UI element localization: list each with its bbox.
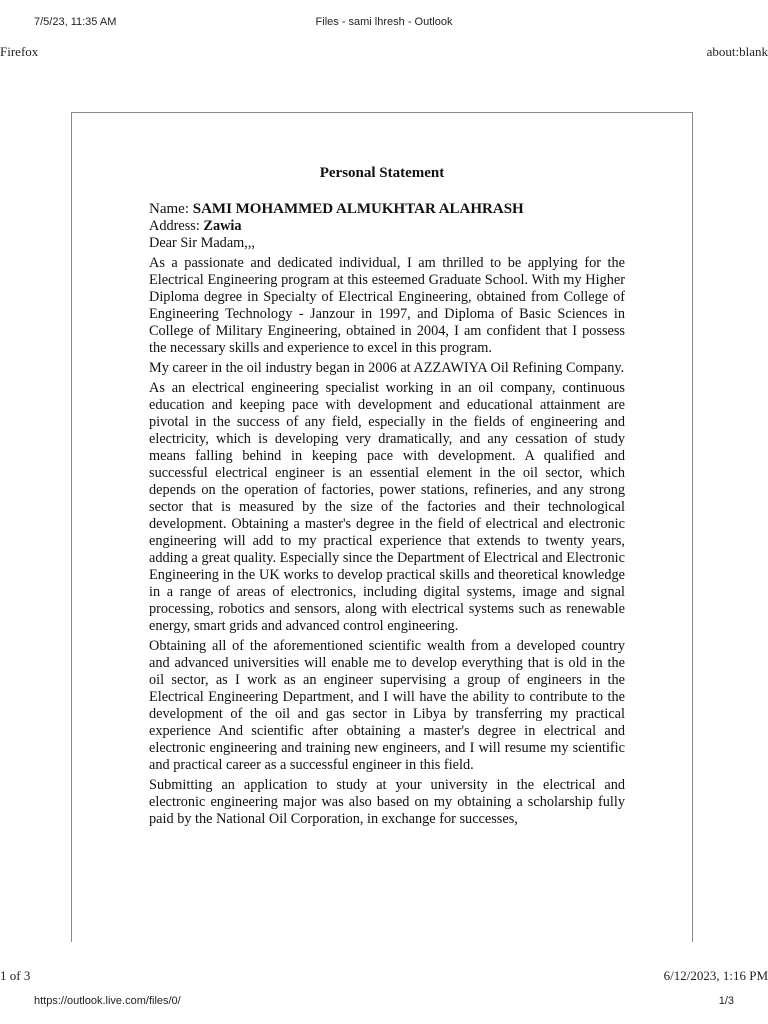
print-url: https://outlook.live.com/files/0/: [34, 995, 181, 1007]
browser-print-header: [0, 16, 768, 30]
paragraph-intro: As a passionate and dedicated individual, I am thrilled to be applying for the Electrical Engineering program at this esteemed Graduate School. With my Higher Diploma degree in Specialty of Electrical Engineering, obtained from College of Engineering Technology - Janzour in 1997, and Diploma of Basic Sciences in College of Military Engineering, obtained in 2004, I am confident that I possess the necessary skills and experience to excel in this program.: [149, 255, 625, 356]
paragraph-scholarship: Submitting an application to study at your university in the electrical and electronic engineering major was also based on my obtaining a scholarship fully paid by the National Oil Corporation, in exchange for successes,: [149, 777, 625, 827]
name-line: [149, 201, 625, 218]
print-datetime: 7/5/23, 11:35 AM: [34, 16, 117, 28]
print-page-title: Files - sami lhresh - Outlook: [315, 16, 453, 28]
document-body: [149, 201, 625, 831]
address-label: Address:: [149, 218, 200, 234]
salutation: Dear Sir Madam,,,: [149, 235, 256, 251]
inner-page-count: 1 of 3: [0, 968, 31, 983]
browser-print-footer: [0, 995, 768, 1009]
name-value: SAMI MOHAMMED ALMUKHTAR ALAHRASH: [192, 201, 524, 217]
address-line: [149, 218, 625, 235]
paragraph-career: My career in the oil industry began in 2006 at AZZAWIYA Oil Refining Company.: [149, 360, 625, 376]
document-page: [71, 112, 693, 942]
paragraph-contribution: Obtaining all of the aforementioned scientific wealth from a developed country and advanced universities will enable me to develop everything that is old in the oil sector, as I work as an engineer supervising a group of engineers in the Electrical Engineering Department, and I will have the ability to contribute to the development of the oil and gas sector in Libya by transferring my practical experience And scientific after obtaining a master's degree in electrical and electronic engineering and training new engineers, and I will resume my scientific and practical career as a successful engineer in this field.: [149, 638, 625, 773]
document-title: Personal Statement: [319, 165, 445, 181]
print-page-number: 1/3: [718, 995, 734, 1007]
inner-header-url: about:blank: [706, 44, 768, 59]
inner-print-datetime: 6/12/2023, 1:16 PM: [663, 968, 768, 983]
inner-header-browser: Firefox: [0, 44, 39, 59]
name-label: Name:: [149, 201, 189, 217]
paragraph-motivation: As an electrical engineering specialist working in an oil company, continuous education and keeping pace with development and educational attainment are pivotal in the success of any field, especially in the fields of engineering and electricity, which is developing very dramatically, and any cessation of study means falling behind in keeping pace with development. A qualified and successful electrical engineer is an essential element in the oil sector, which depends on the operation of factories, power stations, refineries, and any strong sector that is measured by the size of the factories and their technological development. Obtaining a master's degree in the field of electrical and electronic engineering will add to my practical experience that extends to twenty years, adding a great quality. Especially since the Department of Electrical and Electronic Engineering in the UK works to develop practical skills and theoretical knowledge in a range of areas of electronics, including digital systems, image and signal processing, robotics and sensors, along with electrical systems such as renewable energy, smart grids and advanced control engineering.: [149, 380, 625, 634]
address-value: Zawia: [203, 218, 242, 234]
